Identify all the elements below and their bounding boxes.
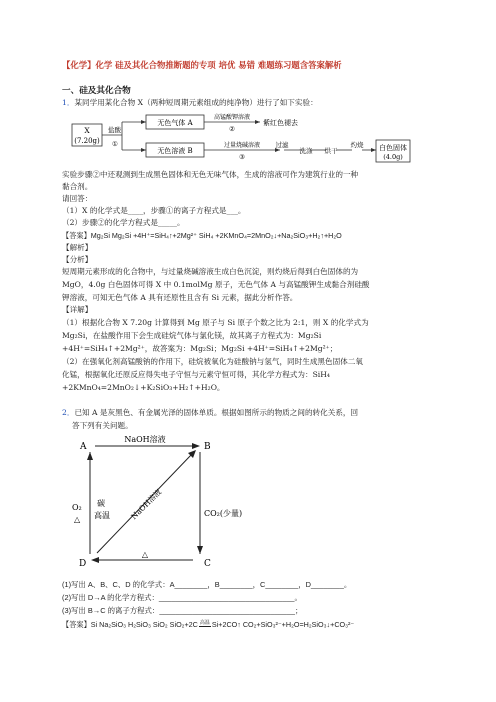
flow-solution-b: 无色溶液 B <box>157 147 193 155</box>
q1-answer: 【答案】Mg₂Si Mg₂Si +4H⁺=SiH₄↑+2Mg²⁺ SiH₄ +2KMnO₄=2MnO₂↓+Na₂SiO₃+H₂↑+H₂O <box>62 231 342 240</box>
q1-number: 1． <box>62 98 75 107</box>
q1-text-line: 实验步骤②中还观测到生成黑色固体和无色无味气体，生成的溶液可作为建筑行业的一种 <box>62 170 359 179</box>
flow-solid-mass: (4.0g) <box>383 153 403 161</box>
q1-analysis-line: 钾溶液，可知无色气体 A 具有还原性且含有 Si 元素，据此分析作答。 <box>62 293 298 302</box>
q2-answer <box>62 620 354 630</box>
flow-step1: ① <box>112 140 118 148</box>
flow-wash: 洗涤 <box>299 147 313 155</box>
q1-detail-line: +2KMnO₄=2MnO₂↓+K₂SiO₃+H₂↑+H₂O。 <box>62 383 225 392</box>
q1-text-line: 请回答： <box>62 194 93 203</box>
q1-detail-line: 化锰，根据氧化还原反应得失电子守恒与元素守恒可得，其化学方程式为：SiH₄ <box>62 370 330 379</box>
q2-sub2: (2)写出 D→A 的化学方程式：_________________________________。 <box>62 593 302 602</box>
flow-step2: ② <box>229 125 235 133</box>
flow-white-solid: 白色固体 <box>379 144 407 152</box>
q1-detail-line: Mg₂Si，在盐酸作用下会生成硅烷气体与氯化镁，故其离子方程式为：Mg₂Si <box>62 331 322 340</box>
flow-x-label: X <box>84 126 90 135</box>
flow-gas-a: 无色气体 A <box>157 119 193 127</box>
q1-detail-line: （1）根据化合物 X 7.20g 计算得到 Mg 原子与 Si 原子个数之比为 2:1，则 X 的化学式为 <box>62 318 369 327</box>
edge-heat-left: △ <box>74 515 81 524</box>
q1-stem <box>62 98 318 108</box>
q2-sub1: (1)写出 A、B、C、D 的化学式：A________，B________，C________，D________。 <box>62 580 352 589</box>
q1-sub1: （1）X 的化学式是____，步骤①的离子方程式是___。 <box>62 206 246 215</box>
q1-fenxi: 【分析】 <box>62 255 93 264</box>
edge-carbon: 碳 <box>97 499 105 508</box>
page-title: 【化学】化学 硅及其化合物推断题的专项 培优 易错 难题练习题含答案解析 <box>62 60 342 70</box>
q1-detail: 【详解】 <box>62 305 93 314</box>
node-b: B <box>204 442 211 452</box>
q2-sub3: (3)写出 B→C 的离子方程式：_________________________________； <box>62 606 303 615</box>
flow-naoh: 过量烧碱溶液 <box>223 142 261 149</box>
q2-answer-condition: 高温 <box>199 620 210 626</box>
flow-dry: 烘干 <box>324 147 338 155</box>
q1-sub2: （2）步骤②的化学方程式是_____。 <box>62 218 185 227</box>
q1-flow-diagram <box>70 110 407 166</box>
edge-naoh-top: NaOH溶液 <box>124 435 166 444</box>
edge-co2: CO₂(少量) <box>204 509 243 518</box>
flow-kmno4: 高锰酸钾溶液 <box>213 114 251 121</box>
edge-naoh-diagonal: NaOH溶液 <box>129 487 164 522</box>
flow-step3: ③ <box>239 153 245 161</box>
flow-purple-fade: 紫红色褪去 <box>263 119 298 127</box>
node-d: D <box>79 559 87 569</box>
q2-stem <box>62 408 358 418</box>
flow-x-mass: (7.20g) <box>74 137 100 145</box>
q2-answer-suffix: Si+2CO↑ CO₂+SiO₃²⁻+H₂O=H₂SiO₃↓+CO₃²⁻ <box>211 620 355 629</box>
edge-o2: O₂ <box>72 503 82 512</box>
edge-heat-bottom: △ <box>141 550 149 559</box>
q1-detail-line: （2）在强氧化剂高锰酸钠的作用下，硅烷被氧化为硅酸钠与氢气，同时生成黑色固体二氧 <box>62 357 363 366</box>
q2-stem-line: 已知 A 是灰黑色、有金属光泽的固体单质。根据如图所示的物质之间的转化关系，回 <box>74 408 359 417</box>
section-heading: 一、硅及其化合物 <box>62 86 131 96</box>
q1-detail-line: +4H⁺=SiH₄↑+2Mg²⁺，故答案为：Mg₂Si；Mg₂Si +4H⁺=SiH₄↑+2Mg²⁺； <box>62 344 338 353</box>
q2-stem-line: 答下列有关问题。 <box>72 421 133 430</box>
q2-answer-prefix: 【答案】Si Na₂SiO₃ H₂SiO₃ SiO₂ SiO₂+2C <box>62 620 198 629</box>
edge-high-temp: 高温 <box>94 511 110 520</box>
q1-stem-text: 某同学用某化合物 X（两种短周期元素组成的纯净物）进行了如下实验： <box>74 98 318 107</box>
q1-text-line: 黏合剂。 <box>62 182 93 191</box>
q1-analysis-line: 短周期元素形成的化合物中，与过量烧碱溶液生成白色沉淀，则灼烧后得到白色固体的为 <box>62 267 359 276</box>
flow-hcl: 盐酸 <box>108 126 121 134</box>
node-c: C <box>204 559 211 569</box>
q1-analysis-line: MgO，4.0g 白色固体可得 X 中 0.1molMg 原子，无色气体 A 与高锰酸钾生成黏合剂硅酸 <box>62 280 370 289</box>
flow-filter: 过滤 <box>275 141 289 149</box>
node-a: A <box>80 442 87 452</box>
flow-burn: 灼烧 <box>350 141 364 149</box>
q1-jiexi: 【解析】 <box>62 243 93 252</box>
q2-transformation-diagram <box>70 434 250 572</box>
q2-number: 2． <box>62 408 75 417</box>
